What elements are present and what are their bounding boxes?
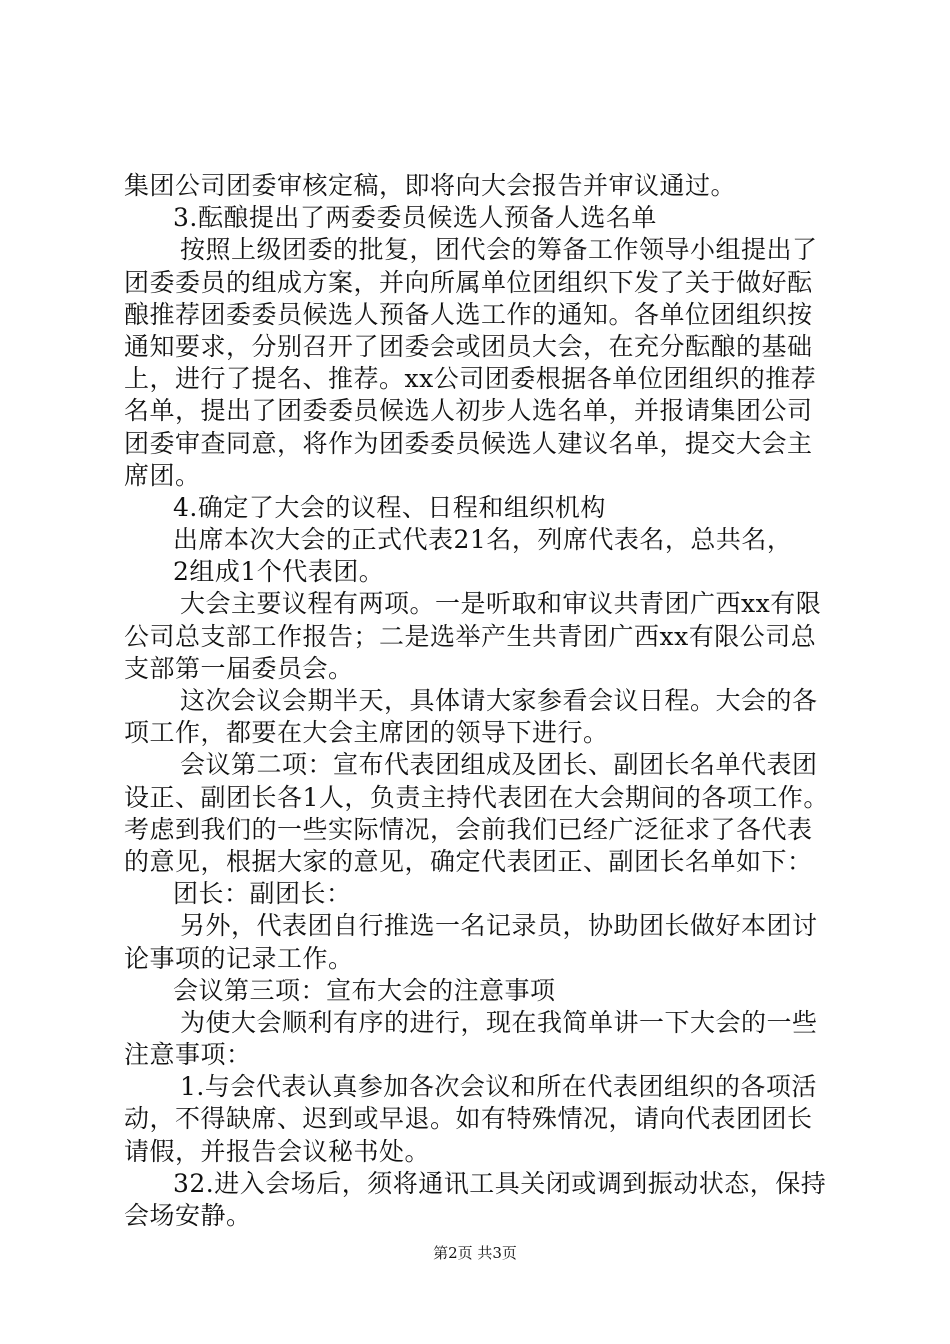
text-line: 团委委员的组成方案，并向所属单位团组织下发了关于做好酝 xyxy=(124,267,813,297)
text-line: 32.进入会场后，须将通讯工具关闭或调到振动状态，保持 xyxy=(173,1168,827,1198)
text-line: 名单，提出了团委委员候选人初步人选名单，并报请集团公司 xyxy=(124,396,813,426)
text-line: 出席本次大会的正式代表21名，列席代表名，总共名， xyxy=(173,525,793,555)
text-line: 会议第二项：宣布代表团组成及团长、副团长名单代表团 xyxy=(180,750,818,780)
text-line: 席团。 xyxy=(124,460,201,490)
text-line: 这次会议会期半天，具体请大家参看会议日程。大会的各 xyxy=(180,686,818,715)
text-line: 通知要求，分别召开了团委会或团员大会，在充分酝酿的基础 xyxy=(124,331,813,361)
text-line: 另外，代表团自行推选一名记录员，协助团长做好本团讨 xyxy=(180,911,818,941)
text-line: 3.酝酿提出了两委委员候选人预备人选名单 xyxy=(173,203,657,233)
text-line: 的意见，根据大家的意见，确定代表团正、副团长名单如下： xyxy=(124,846,813,876)
text-line: 请假，并报告会议秘书处。 xyxy=(124,1136,431,1166)
text-line: 项工作，都要在大会主席团的领导下进行。 xyxy=(124,718,609,748)
text-line: 1.与会代表认真参加各次会议和所在代表团组织的各项活 xyxy=(180,1072,817,1102)
text-line: 为使大会顺利有序的进行，现在我简单讲一下大会的一些 xyxy=(180,1007,818,1037)
text-line: 支部第一届委员会。 xyxy=(124,653,354,683)
text-line: 2组成1个代表团。 xyxy=(173,557,385,587)
text-line: 大会主要议程有两项。一是听取和审议共青团广西xx有限 xyxy=(180,589,822,619)
text-line: 酿推荐团委委员候选人预备人选工作的通知。各单位团组织按 xyxy=(124,299,813,329)
text-line: 会场安静。 xyxy=(124,1201,252,1230)
text-line: 上，进行了提名、推荐。xx公司团委根据各单位团组织的推荐 xyxy=(124,364,817,394)
text-line: 设正、副团长各1人，负责主持代表团在大会期间的各项工作。 xyxy=(124,782,829,812)
text-line: 按照上级团委的批复，团代会的筹备工作领导小组提出了 xyxy=(180,235,818,265)
document-body xyxy=(124,170,844,1232)
text-line: 注意事项： xyxy=(124,1040,252,1070)
text-line: 会议第三项：宣布大会的注意事项 xyxy=(173,975,556,1005)
text-line: 团长：副团长： xyxy=(173,879,352,909)
text-line: 4.确定了大会的议程、日程和组织机构 xyxy=(173,492,606,522)
text-line: 公司总支部工作报告；二是选举产生共青团广西xx有限公司总 xyxy=(124,621,817,651)
text-line: 团委审查同意，将作为团委委员候选人建议名单，提交大会主 xyxy=(124,428,813,458)
text-line: 论事项的记录工作。 xyxy=(124,943,354,973)
text-line: 动，不得缺席、迟到或早退。如有特殊情况，请向代表团团长 xyxy=(124,1104,813,1134)
text-line: 集团公司团委审核定稿，即将向大会报告并审议通过。 xyxy=(124,171,737,200)
page-footer: 第2页 共3页 xyxy=(433,1244,517,1262)
text-line: 考虑到我们的一些实际情况，会前我们已经广泛征求了各代表 xyxy=(124,814,813,844)
